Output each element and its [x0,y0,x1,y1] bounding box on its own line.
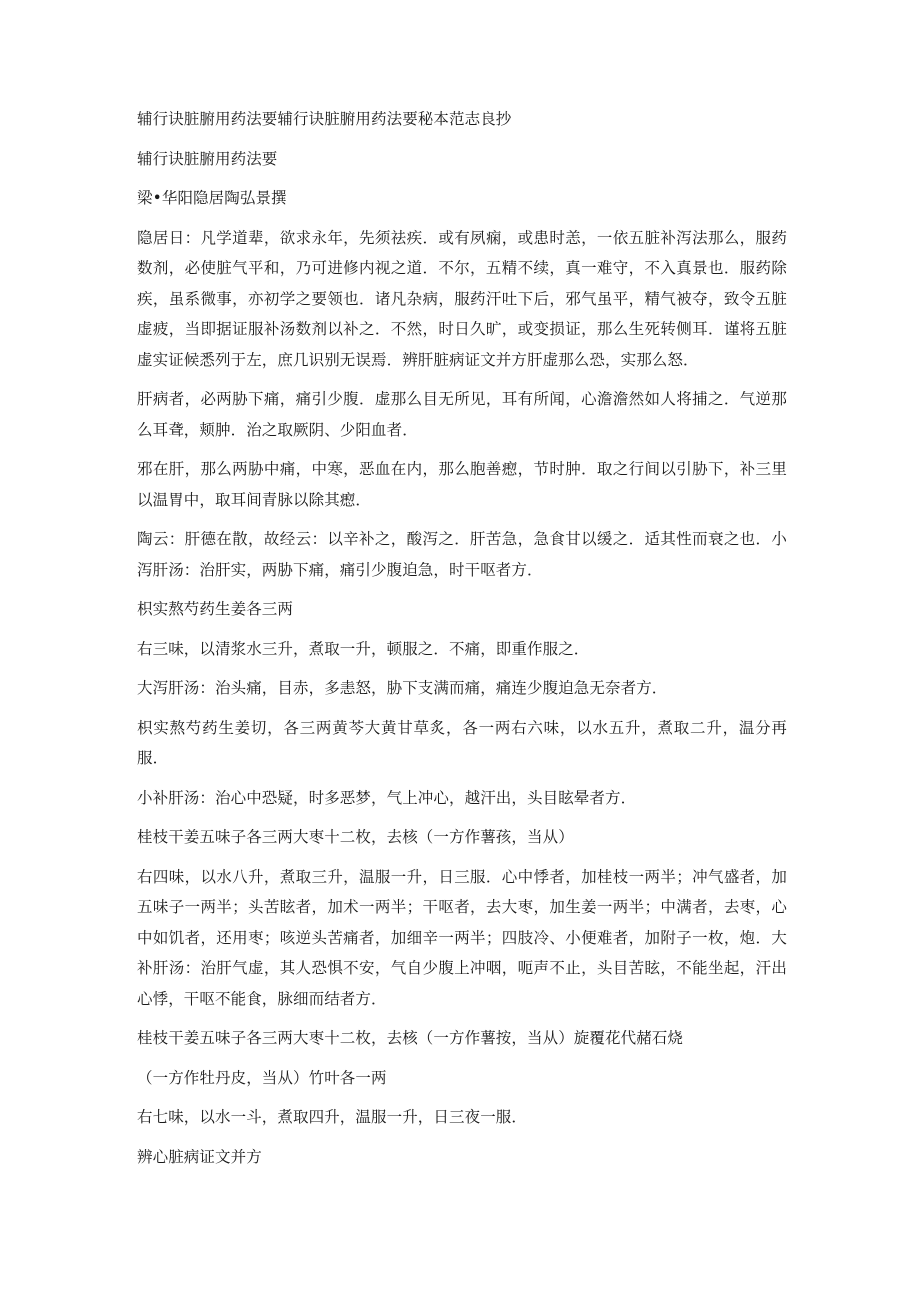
paragraph-liver-disease: 肝病者，必两胁下痛，痛引少腹．虚那么目无所见，耳有所闻，心澹澹然如人将捕之．气逆那么耳聋，颊肿．治之取厥阴、少阳血者． [137,390,787,439]
paragraph-ingredients-3: 桂枝干姜五味子各三两大枣十二枚，去核（一方作薯孩，当从） [137,828,574,846]
paragraph-directions-1: 右三味，以清浆水三升，煮取一升，顿服之．不痛，即重作服之． [137,639,590,658]
paragraph-formula-3: 小补肝汤：治心中恐疑，时多恶梦，气上冲心，越汗出，头目眩晕者方． [137,788,637,807]
paragraph-ingredients-4: 桂枝干姜五味子各三两大枣十二枚，去核（一方作薯按，当从）旋覆花代赭石烧 [137,1029,684,1047]
section-heading-heart: 辨心脏病证文并方 [137,1147,262,1166]
paragraph-directions-3: 右四味，以水八升，煮取三升，温服一升，日三服．心中悸者，加桂枝一两半；冲气盛者，加五味子一两半；头苦眩者，加术一两半；干呕者，去大枣，加生姜一两半；中满者，去枣，心中如饥者，还用枣；咳逆头苦痛者，加细辛一两半；四肢冷、小便难者，加附子一枚，炮．大补肝汤：治肝气虚，其人恐惧不安，气自少腹上冲咽，呃声不止，头目苦眩，不能坐起，汗出心悸，干呕不能食，脉细而结者方． [137,867,787,1008]
paragraph-ingredients-1: 枳实熬芍药生姜各三两 [137,600,294,618]
paragraph-ingredients-2: 枳实熬芍药生姜切，各三两黄芩大黄甘草炙，各一两右六味，以水五升，煮取二升，温分再服． [137,718,787,767]
author-line: 梁•华阳隐居陶弘景撰 [137,189,287,207]
document-heading: 辅行诀脏腑用药法要 [137,149,278,168]
paragraph-directions-4: 右七味，以水一斗，煮取四升，温服一升，日三夜一服． [137,1108,528,1126]
paragraph-evil-in-liver: 邪在肝，那么两胁中痛，中寒，恶血在内，那么胞善瘛，节时肿．取之行间以引胁下，补三里以温胃中，取耳间青脉以除其瘛． [137,460,787,509]
text-column [137,104,787,1181]
paragraph-ingredients-4-cont: （一方作牡丹皮，当从）竹叶各一两 [137,1068,387,1087]
paragraph-formula-2: 大泻肝汤：治头痛，目赤，多恚怒，胁下支满而痛，痛连少腹迫急无奈者方． [137,679,668,697]
paragraph-preface: 隐居日：凡学道辈，欲求永年，先须祛疾．或有夙痫，或患时恙，一依五脏补泻法那么，服药数剂，必使脏气平和，乃可进修内视之道．不尔，五精不续，真一难守，不入真景也．服药除疾，虽系微事，亦初学之要领也．诸凡杂病，服药汗吐下后，邪气虽平，精气被夺，致令五脏虚疲，当即据证服补汤数剂以补之．不然，时日久旷，或变损证，那么生死转侧耳．谨将五脏虚实证候悉列于左，庶几识别无误焉．辨肝脏病证文并方肝虚那么恐，实那么怒． [137,228,787,369]
paragraph-tao-commentary: 陶云：肝德在散，故经云：以辛补之，酸泻之．肝苦急，急食甘以缓之．适其性而衰之也．小泻肝汤：治肝实，两胁下痛，痛引少腹迫急，时干呕者方． [137,530,787,579]
document-title-line: 辅行诀脏腑用药法要辅行诀脏腑用药法要秘本范志良抄 [137,110,512,128]
